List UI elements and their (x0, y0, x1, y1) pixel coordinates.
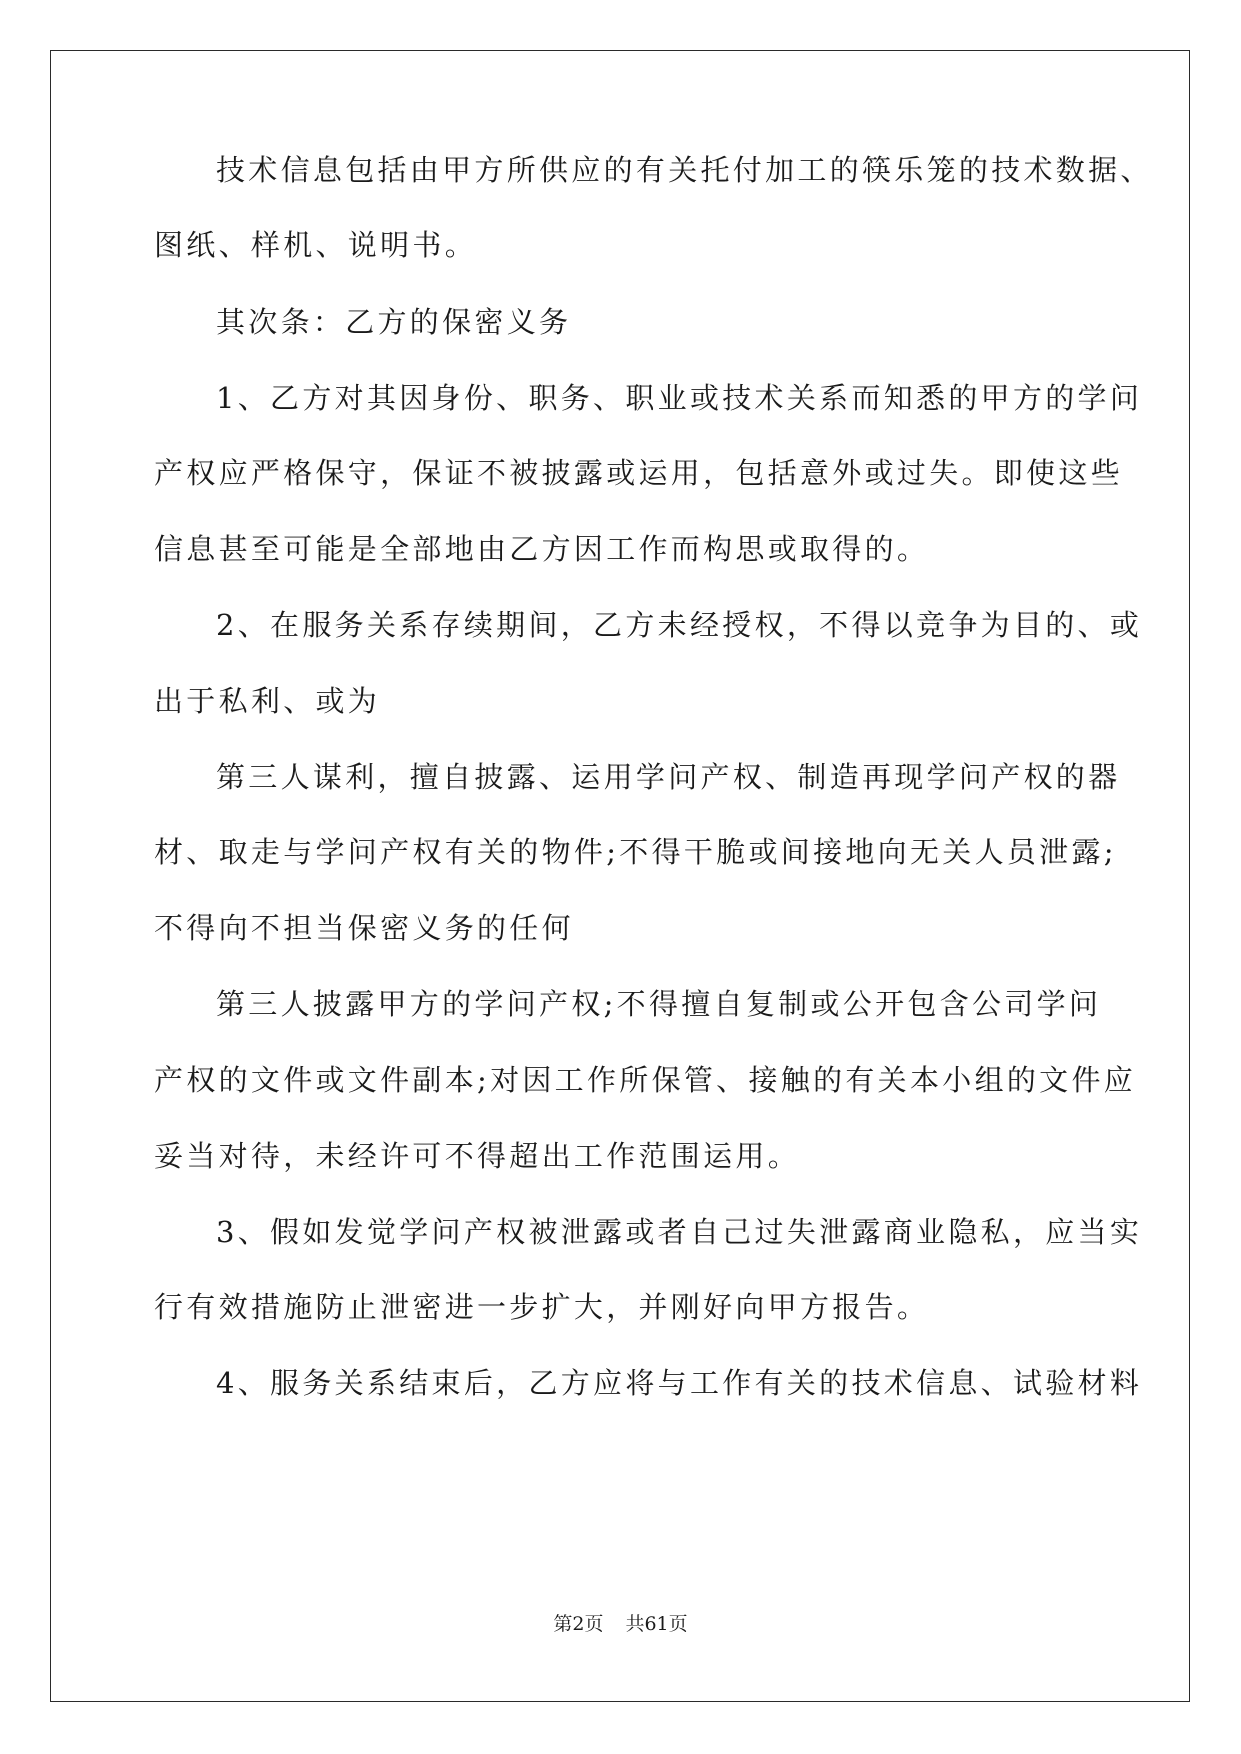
text-line: 第三人披露甲方的学问产权;不得擅自复制或公开包含公司学问 (216, 987, 1102, 1021)
text-line: 2、在服务关系存续期间，乙方未经授权，不得以竞争为目的、或 (216, 608, 1143, 642)
text-line: 4、服务关系结束后，乙方应将与工作有关的技术信息、试验材料 (216, 1366, 1143, 1400)
text-line: 第三人谋利，擅自披露、运用学问产权、制造再现学问产权的器 (216, 760, 1121, 794)
section-heading: 其次条：乙方的保密义务 (216, 305, 572, 339)
page-border (50, 50, 1190, 1702)
text-line: 产权应严格保守，保证不被披露或运用，包括意外或过失。即使这些 (154, 456, 1124, 490)
page-footer (0, 1612, 1241, 1636)
text-line: 信息甚至可能是全部地由乙方因工作而构思或取得的。 (154, 532, 930, 566)
text-line: 技术信息包括由甲方所供应的有关托付加工的筷乐笼的技术数据、 (216, 153, 1153, 187)
text-line: 不得向不担当保密义务的任何 (154, 911, 574, 945)
page-total: 共61页 (625, 1613, 688, 1635)
text-line: 1、乙方对其因身份、职务、职业或技术关系而知悉的甲方的学问 (216, 381, 1143, 415)
text-line: 产权的文件或文件副本;对因工作所保管、接触的有关本小组的文件应 (154, 1063, 1137, 1097)
text-line: 图纸、样机、说明书。 (154, 228, 478, 262)
text-line: 妥当对待，未经许可不得超出工作范围运用。 (154, 1139, 801, 1173)
text-line: 行有效措施防止泄密进一步扩大，并刚好向甲方报告。 (154, 1290, 930, 1324)
text-line: 材、取走与学问产权有关的物件;不得干脆或间接地向无关人员泄露; (154, 835, 1117, 869)
page-number: 第2页 (553, 1613, 604, 1635)
text-line: 出于私利、或为 (154, 684, 381, 718)
text-line: 3、假如发觉学问产权被泄露或者自己过失泄露商业隐私，应当实 (216, 1215, 1143, 1249)
